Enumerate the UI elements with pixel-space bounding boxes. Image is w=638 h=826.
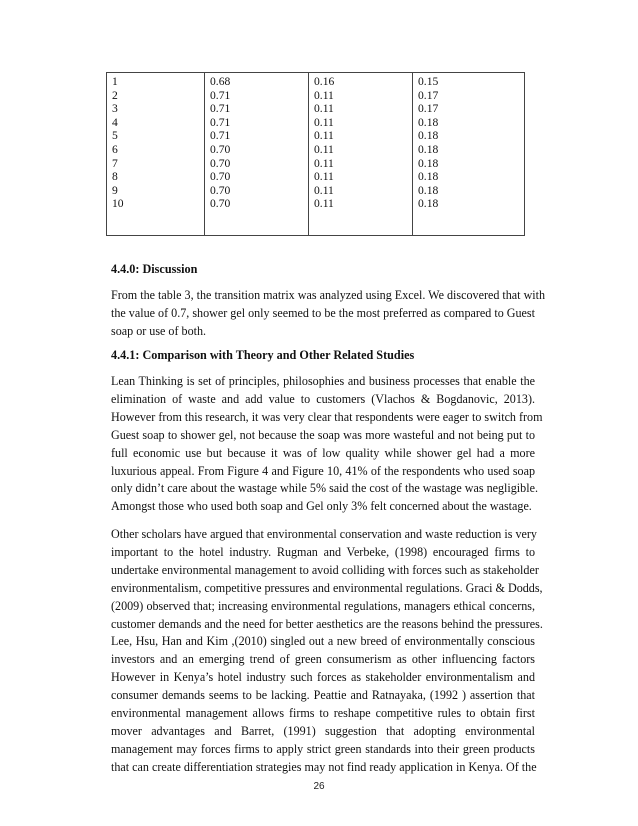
comparison-heading: 4.4.1: Comparison with Theory and Other Related Studies (111, 348, 415, 362)
table-cell: 0.11 (314, 197, 334, 211)
text-line: customer demands and the need for better aesthetics are the reasons behind the pressures. (111, 616, 543, 631)
table-cell: 0.70 (210, 183, 231, 197)
table-cell: 0.70 (210, 197, 231, 211)
comparison-paragraph-2 (111, 526, 543, 777)
table-cell: 0.18 (418, 197, 439, 211)
table-cell: 3 (112, 102, 118, 116)
table-row (107, 73, 525, 236)
table-cell: 0.11 (314, 142, 334, 156)
text-line: that can create differentiation strategies may not find ready application in Kenya. Of the (111, 759, 537, 774)
text-line: (2009) observed that; increasing environmental regulations, managers ethical concerns, (111, 598, 535, 613)
table-cell: 6 (112, 142, 118, 156)
page-number: 26 (313, 781, 325, 792)
table-cell: 5 (112, 129, 118, 143)
table-cell: 0.11 (314, 88, 334, 102)
table-cell: 0.18 (418, 129, 439, 143)
text-line: investors and an emerging trend of green consumerism as other influencing factors (111, 652, 535, 667)
table-cell: 9 (112, 183, 118, 197)
text-line: Lee, Hsu, Han and Kim ,(2010) singled out a new breed of environmentally conscious (111, 634, 535, 649)
table-cell: 0.70 (210, 170, 231, 184)
text-line: undertake environmental management to avoid colliding with forces such as stakeholder (111, 562, 539, 577)
table-cell: 0.15 (418, 75, 439, 88)
table-cell: 0.71 (210, 115, 231, 129)
table-cell: 8 (112, 170, 118, 184)
text-line: important to the hotel industry. Rugman and Verbeke, (1998) encouraged firms to (111, 544, 535, 559)
table-cell: 0.18 (418, 183, 439, 197)
table-column-4 (413, 73, 525, 236)
table-cell: 0.11 (314, 170, 334, 184)
table-cell: 0.68 (210, 75, 231, 88)
text-line: environmental management allows firms to reshape competitive rules to obtain first (111, 706, 535, 721)
text-line: only didn’t care about the wastage while 5% said the cost of the wastage was negligible. (111, 481, 538, 496)
discussion-paragraph (111, 287, 546, 341)
table-cell: 0.18 (418, 170, 439, 184)
text-line: environmentalism, competitive pressures and environmental regulations. Graci & Dodds, (111, 580, 543, 595)
table-cell: 0.17 (418, 102, 439, 116)
table-cell: 0.11 (314, 183, 334, 197)
transition-matrix-table (106, 72, 525, 236)
table-cell: 0.17 (418, 88, 439, 102)
table-cell: 0.18 (418, 156, 439, 170)
table-column-3 (309, 73, 413, 236)
comparison-paragraph-1 (111, 373, 543, 516)
table-cell: 0.18 (418, 142, 439, 156)
text-line: From the table 3, the transition matrix was analyzed using Excel. We discovered that with (111, 288, 546, 302)
table-cell: 0.11 (314, 115, 334, 129)
table-cell: 0.16 (314, 75, 335, 88)
text-line: management may forces firms to apply strict green standards into their green products (111, 741, 535, 756)
table-cell: 0.71 (210, 129, 231, 143)
table-cell: 0.11 (314, 156, 334, 170)
text-line: However in Kenya’s hotel industry such forces as stakeholder environmentalism and (111, 670, 535, 685)
text-line: soap or use of both. (111, 323, 207, 338)
table-cell: 0.71 (210, 102, 231, 116)
text-line: full economic use but because it was of low quality while shower gel had a more (111, 445, 535, 460)
text-line: consumer demands seems to be lacking. Peattie and Ratnayaka, (1992 ) assertion that (111, 688, 535, 703)
text-line: Guest soap to shower gel, not because the soap was more wasteful and not being put to (111, 427, 535, 442)
table-cell: 0.71 (210, 88, 231, 102)
table-cell: 0.11 (314, 129, 334, 143)
table-cell: 1 (112, 75, 118, 88)
table-cell: 4 (112, 115, 118, 129)
table-cell: 0.70 (210, 156, 231, 170)
text-line: Lean Thinking is set of principles, philosophies and business processes that enable the (111, 374, 535, 388)
text-line: Other scholars have argued that environmental conservation and waste reduction is very (111, 527, 537, 541)
table-cell: 0.70 (210, 142, 231, 156)
text-line: elimination of waste and add value to customers (Vlachos & Bogdanovic, 2013). (111, 391, 535, 406)
table-cell: 7 (112, 156, 118, 170)
text-line: Amongst those who used both soap and Gel only 3% felt concerned about the wastage. (111, 499, 532, 514)
table-column-2 (205, 73, 309, 236)
table-cell: 10 (112, 197, 124, 211)
text-line: mover advantages and Barret, (1991) suggestion that adopting environmental (111, 723, 535, 738)
table-cell: 2 (112, 88, 118, 102)
text-line: the value of 0.7, shower gel only seemed to be the most preferred as compared to Guest (111, 305, 535, 320)
discussion-heading: 4.4.0: Discussion (111, 262, 198, 276)
text-line: However from this research, it was very clear that respondents were eager to switch from (111, 409, 543, 424)
table-cell: 0.11 (314, 102, 334, 116)
table-column-index (107, 73, 205, 236)
text-line: luxurious appeal. From Figure 4 and Figure 10, 41% of the respondents who used soap (111, 463, 535, 478)
table-cell: 0.18 (418, 115, 439, 129)
